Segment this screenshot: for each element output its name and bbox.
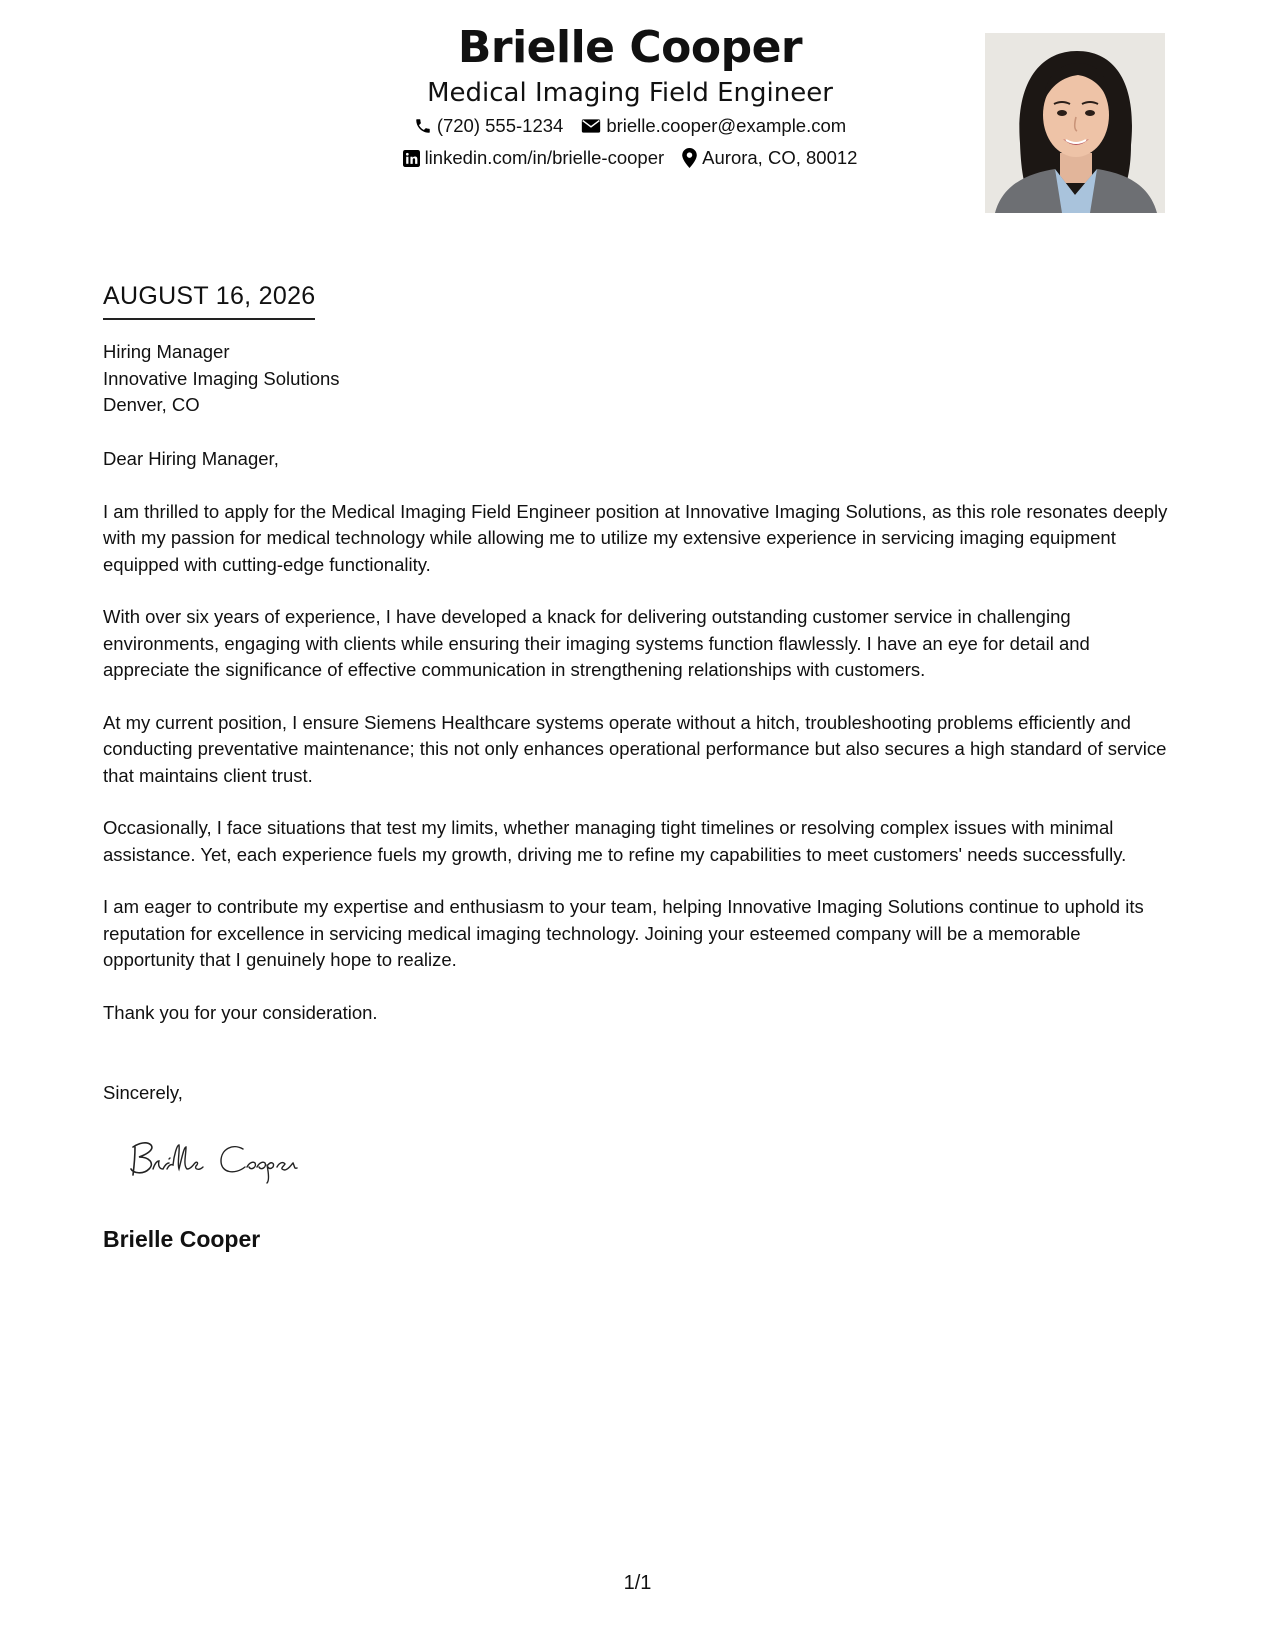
body-paragraph: Occasionally, I face situations that test my limits, whether managing tight timelines or resolving complex issues with minimal assistance. Yet, each experience fuels my growth, driving me to refine my capabilities to meet customers' needs successfully. [103,817,1127,865]
contact-email[interactable] [581,110,846,142]
contact-location [682,142,857,174]
page-number: 1/1 [623,1572,652,1594]
body-paragraph: With over six years of experience, I have developed a knack for delivering outstanding customer service in challenging environments, engaging with clients while ensuring their imaging systems function flawlessly. I have an eye for detail and appreciate the significance of effective communication in strengthening relationships with customers. [103,606,1090,680]
letter-body [103,446,1173,1052]
applicant-name: Brielle Cooper [457,22,803,73]
salutation: Dear Hiring Manager, [103,448,279,469]
letter-date: AUGUST 16, 2026 [103,280,315,320]
body-paragraph: I am eager to contribute my expertise and enthusiasm to your team, helping Innovative Imaging Solutions continue to uphold its reputation for excellence in servicing medical imaging technology. Joining your esteemed company will be a memorable opportunity that I genuinely hope to realize. [103,896,1144,970]
recipient-block [103,339,340,419]
body-paragraph: At my current position, I ensure Siemens Healthcare systems operate without a hitch, troubleshooting problems efficiently and conducting preventative maintenance; this not only enhances operational performance but also secures a high standard of service that maintains client trust. [103,711,1167,786]
phone-icon [414,117,432,135]
recipient-line: Hiring Manager [103,341,230,362]
body-paragraph: I am thrilled to apply for the Medical Imaging Field Engineer position at Innovative Imaging Solutions, as this role resonates deeply with my passion for medical technology while allowing me to utilize my extensive experience in servicing imaging equipment equipped with cutting-edge functionality. [103,500,1168,575]
linkedin-icon [403,150,420,167]
contact-linkedin[interactable] [403,142,665,174]
envelope-icon [581,118,601,134]
location-text: Aurora, CO, 80012 [702,147,858,168]
contact-phone [414,110,564,142]
profile-photo [985,33,1165,213]
recipient-line: Innovative Imaging Solutions [103,367,340,389]
body-paragraph: Thank you for your consideration. [103,1001,378,1023]
signer-name: Brielle Cooper [103,1226,261,1252]
handwritten-signature [125,1135,345,1185]
phone-number: (720) 555-1234 [436,115,564,136]
linkedin-url[interactable]: linkedin.com/in/brielle-cooper [424,147,665,168]
recipient-line: Denver, CO [103,394,200,415]
closing: Sincerely, [103,1082,183,1103]
email-address[interactable]: brielle.cooper@example.com [606,115,847,136]
map-pin-icon [682,148,697,168]
applicant-title: Medical Imaging Field Engineer [427,78,833,108]
